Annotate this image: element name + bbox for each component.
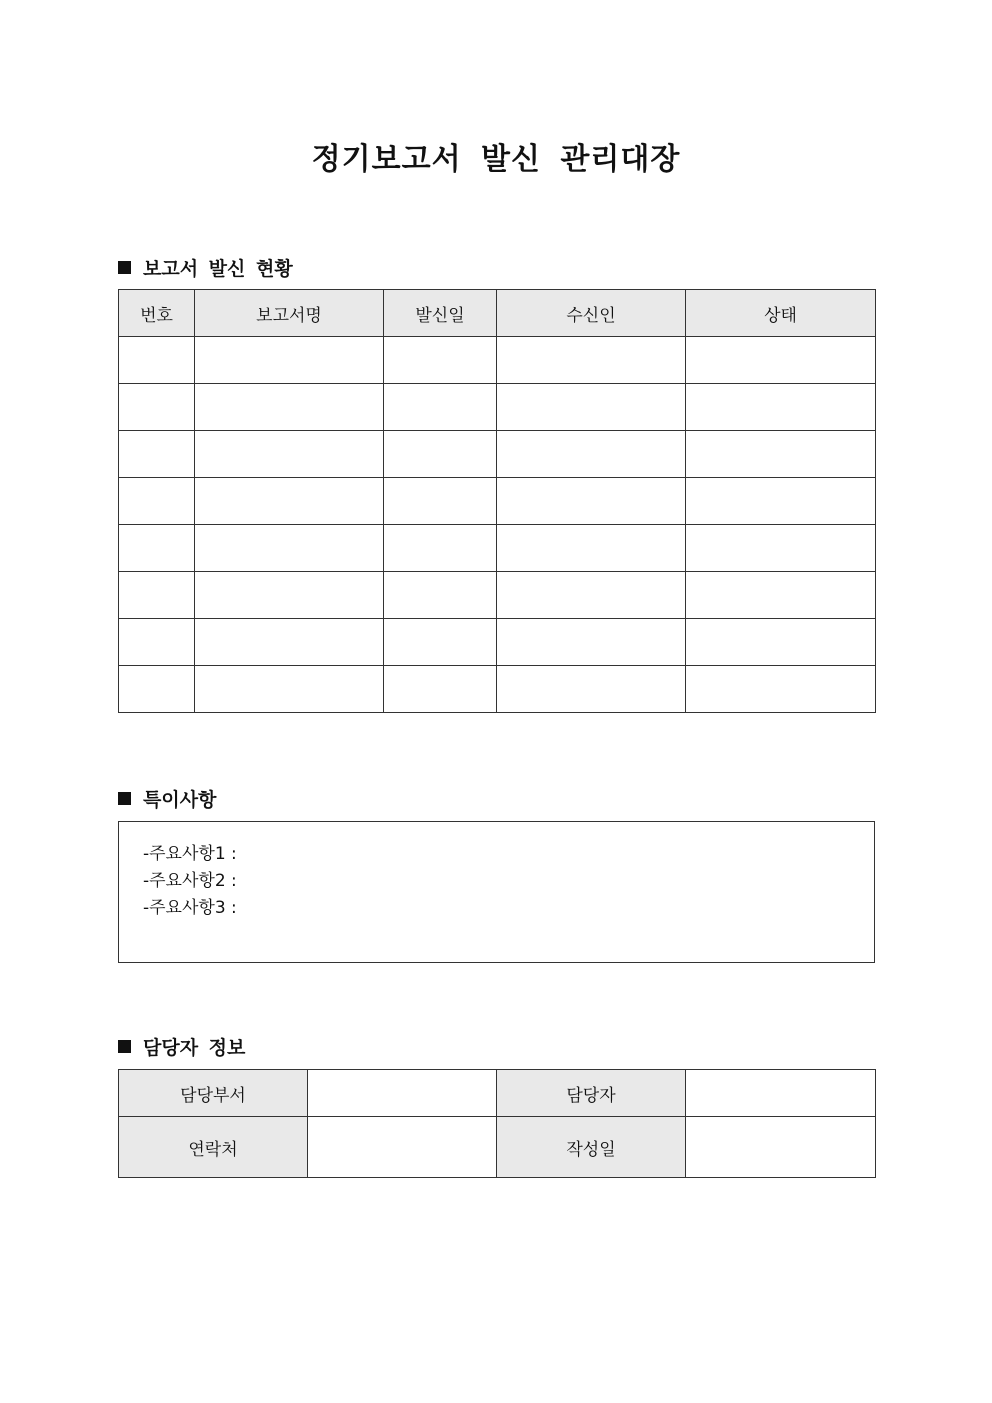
table-cell[interactable] [686, 572, 876, 619]
phone-label: 연락처 [119, 1117, 308, 1178]
phone-value[interactable] [308, 1117, 497, 1178]
table-cell[interactable] [195, 619, 384, 666]
section-heading-label: 보고서 발신 현황 [143, 258, 293, 280]
table-cell[interactable] [497, 525, 686, 572]
table-cell[interactable] [497, 337, 686, 384]
header-status: 상태 [686, 290, 876, 337]
section-heading-contact [118, 1033, 245, 1060]
table-cell[interactable] [384, 525, 497, 572]
table-cell[interactable] [195, 431, 384, 478]
table-cell[interactable] [384, 431, 497, 478]
table-cell[interactable] [686, 619, 876, 666]
square-bullet-icon [118, 1040, 131, 1053]
table-cell[interactable] [195, 525, 384, 572]
table-cell[interactable] [686, 525, 876, 572]
header-number: 번호 [119, 290, 195, 337]
date-value[interactable] [686, 1117, 876, 1178]
square-bullet-icon [118, 261, 131, 274]
table-cell[interactable] [119, 431, 195, 478]
table-cell[interactable] [384, 384, 497, 431]
header-report-name: 보고서명 [195, 290, 384, 337]
section-heading-notes [118, 785, 216, 812]
square-bullet-icon [118, 792, 131, 805]
table-cell[interactable] [384, 337, 497, 384]
table-row [119, 1070, 876, 1117]
table-cell[interactable] [686, 478, 876, 525]
person-label: 담당자 [497, 1070, 686, 1117]
table-cell[interactable] [497, 431, 686, 478]
list-item: -주요사항1 : [143, 844, 237, 864]
notes-box[interactable] [118, 821, 875, 963]
table-row [119, 478, 876, 525]
table-cell[interactable] [119, 525, 195, 572]
table-cell[interactable] [497, 666, 686, 713]
table-cell[interactable] [497, 384, 686, 431]
report-status-table [118, 289, 876, 713]
table-cell[interactable] [195, 572, 384, 619]
table-cell[interactable] [686, 384, 876, 431]
table-cell[interactable] [119, 384, 195, 431]
date-label: 작성일 [497, 1117, 686, 1178]
table-row [119, 666, 876, 713]
section-heading-report-status [118, 254, 293, 281]
table-cell[interactable] [497, 478, 686, 525]
table-row [119, 337, 876, 384]
table-cell[interactable] [384, 572, 497, 619]
table-row [119, 431, 876, 478]
table-cell[interactable] [686, 337, 876, 384]
person-value[interactable] [686, 1070, 876, 1117]
table-row [119, 1117, 876, 1178]
table-cell[interactable] [119, 572, 195, 619]
table-cell[interactable] [119, 478, 195, 525]
contact-info-table [118, 1069, 876, 1178]
header-recipient: 수신인 [497, 290, 686, 337]
table-cell[interactable] [497, 572, 686, 619]
list-item: -주요사항2 : [143, 871, 237, 891]
list-item: -주요사항3 : [143, 898, 237, 918]
table-cell[interactable] [195, 337, 384, 384]
document-title: 정기보고서 발신 관리대장 [311, 142, 681, 177]
table-row [119, 525, 876, 572]
section-heading-label: 담당자 정보 [143, 1037, 246, 1059]
table-cell[interactable] [497, 619, 686, 666]
table-cell[interactable] [686, 431, 876, 478]
table-row [119, 572, 876, 619]
dept-label: 담당부서 [119, 1070, 308, 1117]
dept-value[interactable] [308, 1070, 497, 1117]
table-cell[interactable] [119, 619, 195, 666]
table-cell[interactable] [195, 478, 384, 525]
table-cell[interactable] [384, 619, 497, 666]
notes-list [143, 841, 237, 922]
table-cell[interactable] [384, 478, 497, 525]
table-cell[interactable] [119, 337, 195, 384]
header-send-date: 발신일 [384, 290, 497, 337]
table-row [119, 619, 876, 666]
table-cell[interactable] [384, 666, 497, 713]
table-cell[interactable] [686, 666, 876, 713]
table-cell[interactable] [119, 666, 195, 713]
table-header-row [119, 290, 876, 337]
table-cell[interactable] [195, 384, 384, 431]
section-heading-label: 특이사항 [143, 789, 217, 811]
table-cell[interactable] [195, 666, 384, 713]
table-row [119, 384, 876, 431]
